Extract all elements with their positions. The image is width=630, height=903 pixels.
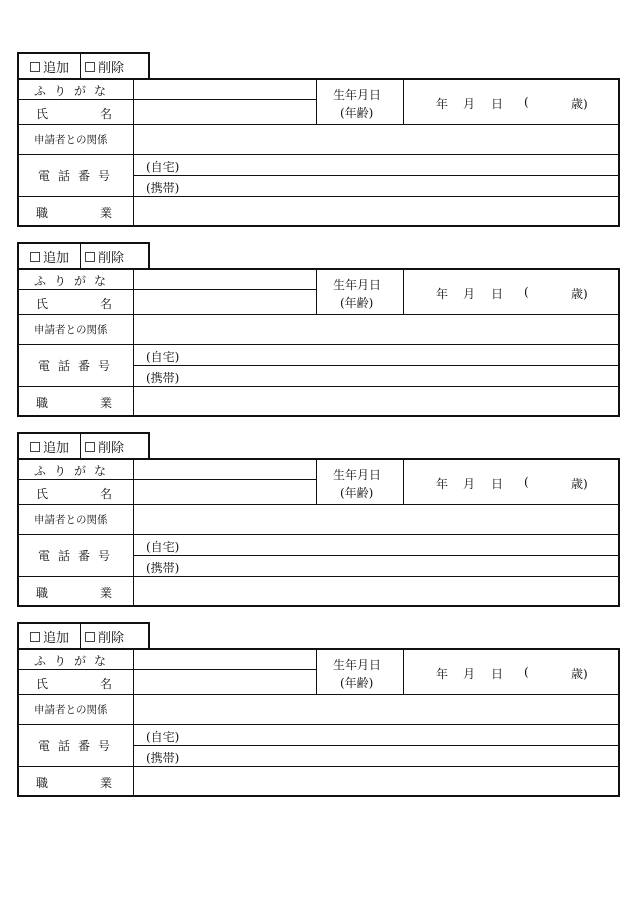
furigana-input[interactable] [135,80,315,98]
relation-input[interactable] [135,695,618,723]
add-checkbox[interactable] [19,434,81,459]
name-input[interactable] [135,290,315,313]
member-block [17,432,620,607]
checkbox-icon[interactable] [30,442,40,452]
occupation-label-part: 業 [100,396,113,410]
age-unit-label: 歳) [571,477,588,491]
day-label: 日 [491,287,504,301]
mobile-phone-label: (携帯) [146,751,180,765]
home-phone-input[interactable] [194,345,618,364]
birthdate-label: 生年月日 [333,468,382,482]
furigana-input[interactable] [135,460,315,478]
occupation-label-part: 職 [36,206,49,220]
phone-label: 電話番号 [38,359,119,373]
name-input[interactable] [135,100,315,123]
mobile-phone-label: (携帯) [146,561,180,575]
occupation-input[interactable] [135,387,618,415]
add-label: 追加 [43,251,70,266]
furigana-label: ふりがな [34,464,115,478]
birthdate-input[interactable] [404,460,618,503]
furigana-input[interactable] [135,270,315,288]
delete-checkbox[interactable] [81,434,124,459]
checkbox-icon[interactable] [30,252,40,262]
occupation-label-part: 業 [100,776,113,790]
mobile-phone-label: (携帯) [146,181,180,195]
member-block [17,52,620,227]
column-divider [133,650,134,795]
add-checkbox[interactable] [19,54,81,79]
month-label: 月 [463,287,476,301]
checkbox-icon[interactable] [85,632,95,642]
occupation-label-part: 職 [36,396,49,410]
member-info-table [17,648,620,797]
name-label-part: 氏 [36,487,49,501]
birthdate-input[interactable] [404,80,618,123]
relation-label: 申請者との関係 [34,704,108,716]
add-checkbox[interactable] [19,244,81,269]
mobile-phone-input[interactable] [194,366,618,385]
occupation-input[interactable] [135,767,618,795]
column-divider [133,270,134,415]
member-info-table [17,268,620,417]
name-label-part: 名 [100,487,113,501]
member-info-table [17,78,620,227]
home-phone-label: (自宅) [146,350,180,364]
add-delete-tabs [17,52,150,79]
occupation-label-part: 業 [100,586,113,600]
relation-label: 申請者との関係 [34,514,108,526]
add-delete-tabs [17,432,150,459]
age-unit-label: 歳) [571,667,588,681]
age-label: (年齢) [340,486,374,500]
member-block [17,622,620,797]
occupation-label-part: 職 [36,776,49,790]
mobile-phone-label: (携帯) [146,371,180,385]
occupation-input[interactable] [135,577,618,605]
month-label: 月 [463,97,476,111]
day-label: 日 [491,97,504,111]
column-divider [316,650,317,694]
birthdate-label: 生年月日 [333,278,382,292]
add-delete-tabs [17,242,150,269]
checkbox-icon[interactable] [30,62,40,72]
add-checkbox[interactable] [19,624,81,649]
year-label: 年 [436,97,449,111]
home-phone-input[interactable] [194,155,618,174]
mobile-phone-input[interactable] [194,176,618,195]
mobile-phone-input[interactable] [194,746,618,765]
furigana-input[interactable] [135,650,315,668]
birthdate-input[interactable] [404,650,618,693]
occupation-label-part: 業 [100,206,113,220]
name-label-part: 名 [100,297,113,311]
checkbox-icon[interactable] [85,62,95,72]
delete-checkbox[interactable] [81,54,124,79]
occupation-input[interactable] [135,197,618,225]
checkbox-icon[interactable] [30,632,40,642]
day-label: 日 [491,477,504,491]
age-unit-label: 歳) [571,97,588,111]
home-phone-label: (自宅) [146,540,180,554]
add-label: 追加 [43,61,70,76]
furigana-label: ふりがな [34,274,115,288]
add-label: 追加 [43,631,70,646]
age-open-paren: ( [524,95,529,109]
age-open-paren: ( [524,475,529,489]
name-label-part: 名 [100,107,113,121]
checkbox-icon[interactable] [85,442,95,452]
delete-label: 削除 [98,631,125,646]
birthdate-input[interactable] [404,270,618,313]
delete-label: 削除 [98,441,125,456]
delete-label: 削除 [98,61,125,76]
furigana-label: ふりがな [34,84,115,98]
name-label-part: 氏 [36,297,49,311]
home-phone-input[interactable] [194,725,618,744]
column-divider [316,460,317,504]
phone-label: 電話番号 [38,169,119,183]
age-open-paren: ( [524,665,529,679]
add-label: 追加 [43,441,70,456]
phone-label: 電話番号 [38,739,119,753]
age-open-paren: ( [524,285,529,299]
relation-label: 申請者との関係 [34,134,108,146]
year-label: 年 [436,477,449,491]
name-label-part: 名 [100,677,113,691]
relation-input[interactable] [135,505,618,533]
member-info-table [17,458,620,607]
name-input[interactable] [135,480,315,503]
mobile-phone-input[interactable] [194,556,618,575]
furigana-label: ふりがな [34,654,115,668]
add-delete-tabs [17,622,150,649]
delete-checkbox[interactable] [81,244,124,269]
name-label-part: 氏 [36,677,49,691]
year-label: 年 [436,287,449,301]
month-label: 月 [463,667,476,681]
month-label: 月 [463,477,476,491]
delete-checkbox[interactable] [81,624,124,649]
name-input[interactable] [135,670,315,693]
column-divider [133,460,134,605]
relation-input[interactable] [135,315,618,343]
day-label: 日 [491,667,504,681]
relation-label: 申請者との関係 [34,324,108,336]
member-block [17,242,620,417]
column-divider [316,80,317,124]
birthdate-label: 生年月日 [333,88,382,102]
home-phone-label: (自宅) [146,160,180,174]
age-label: (年齢) [340,676,374,690]
birthdate-label: 生年月日 [333,658,382,672]
age-label: (年齢) [340,296,374,310]
occupation-label-part: 職 [36,586,49,600]
name-label-part: 氏 [36,107,49,121]
age-unit-label: 歳) [571,287,588,301]
home-phone-label: (自宅) [146,730,180,744]
column-divider [316,270,317,314]
relation-input[interactable] [135,125,618,153]
age-label: (年齢) [340,106,374,120]
home-phone-input[interactable] [194,535,618,554]
column-divider [133,80,134,225]
checkbox-icon[interactable] [85,252,95,262]
delete-label: 削除 [98,251,125,266]
year-label: 年 [436,667,449,681]
phone-label: 電話番号 [38,549,119,563]
